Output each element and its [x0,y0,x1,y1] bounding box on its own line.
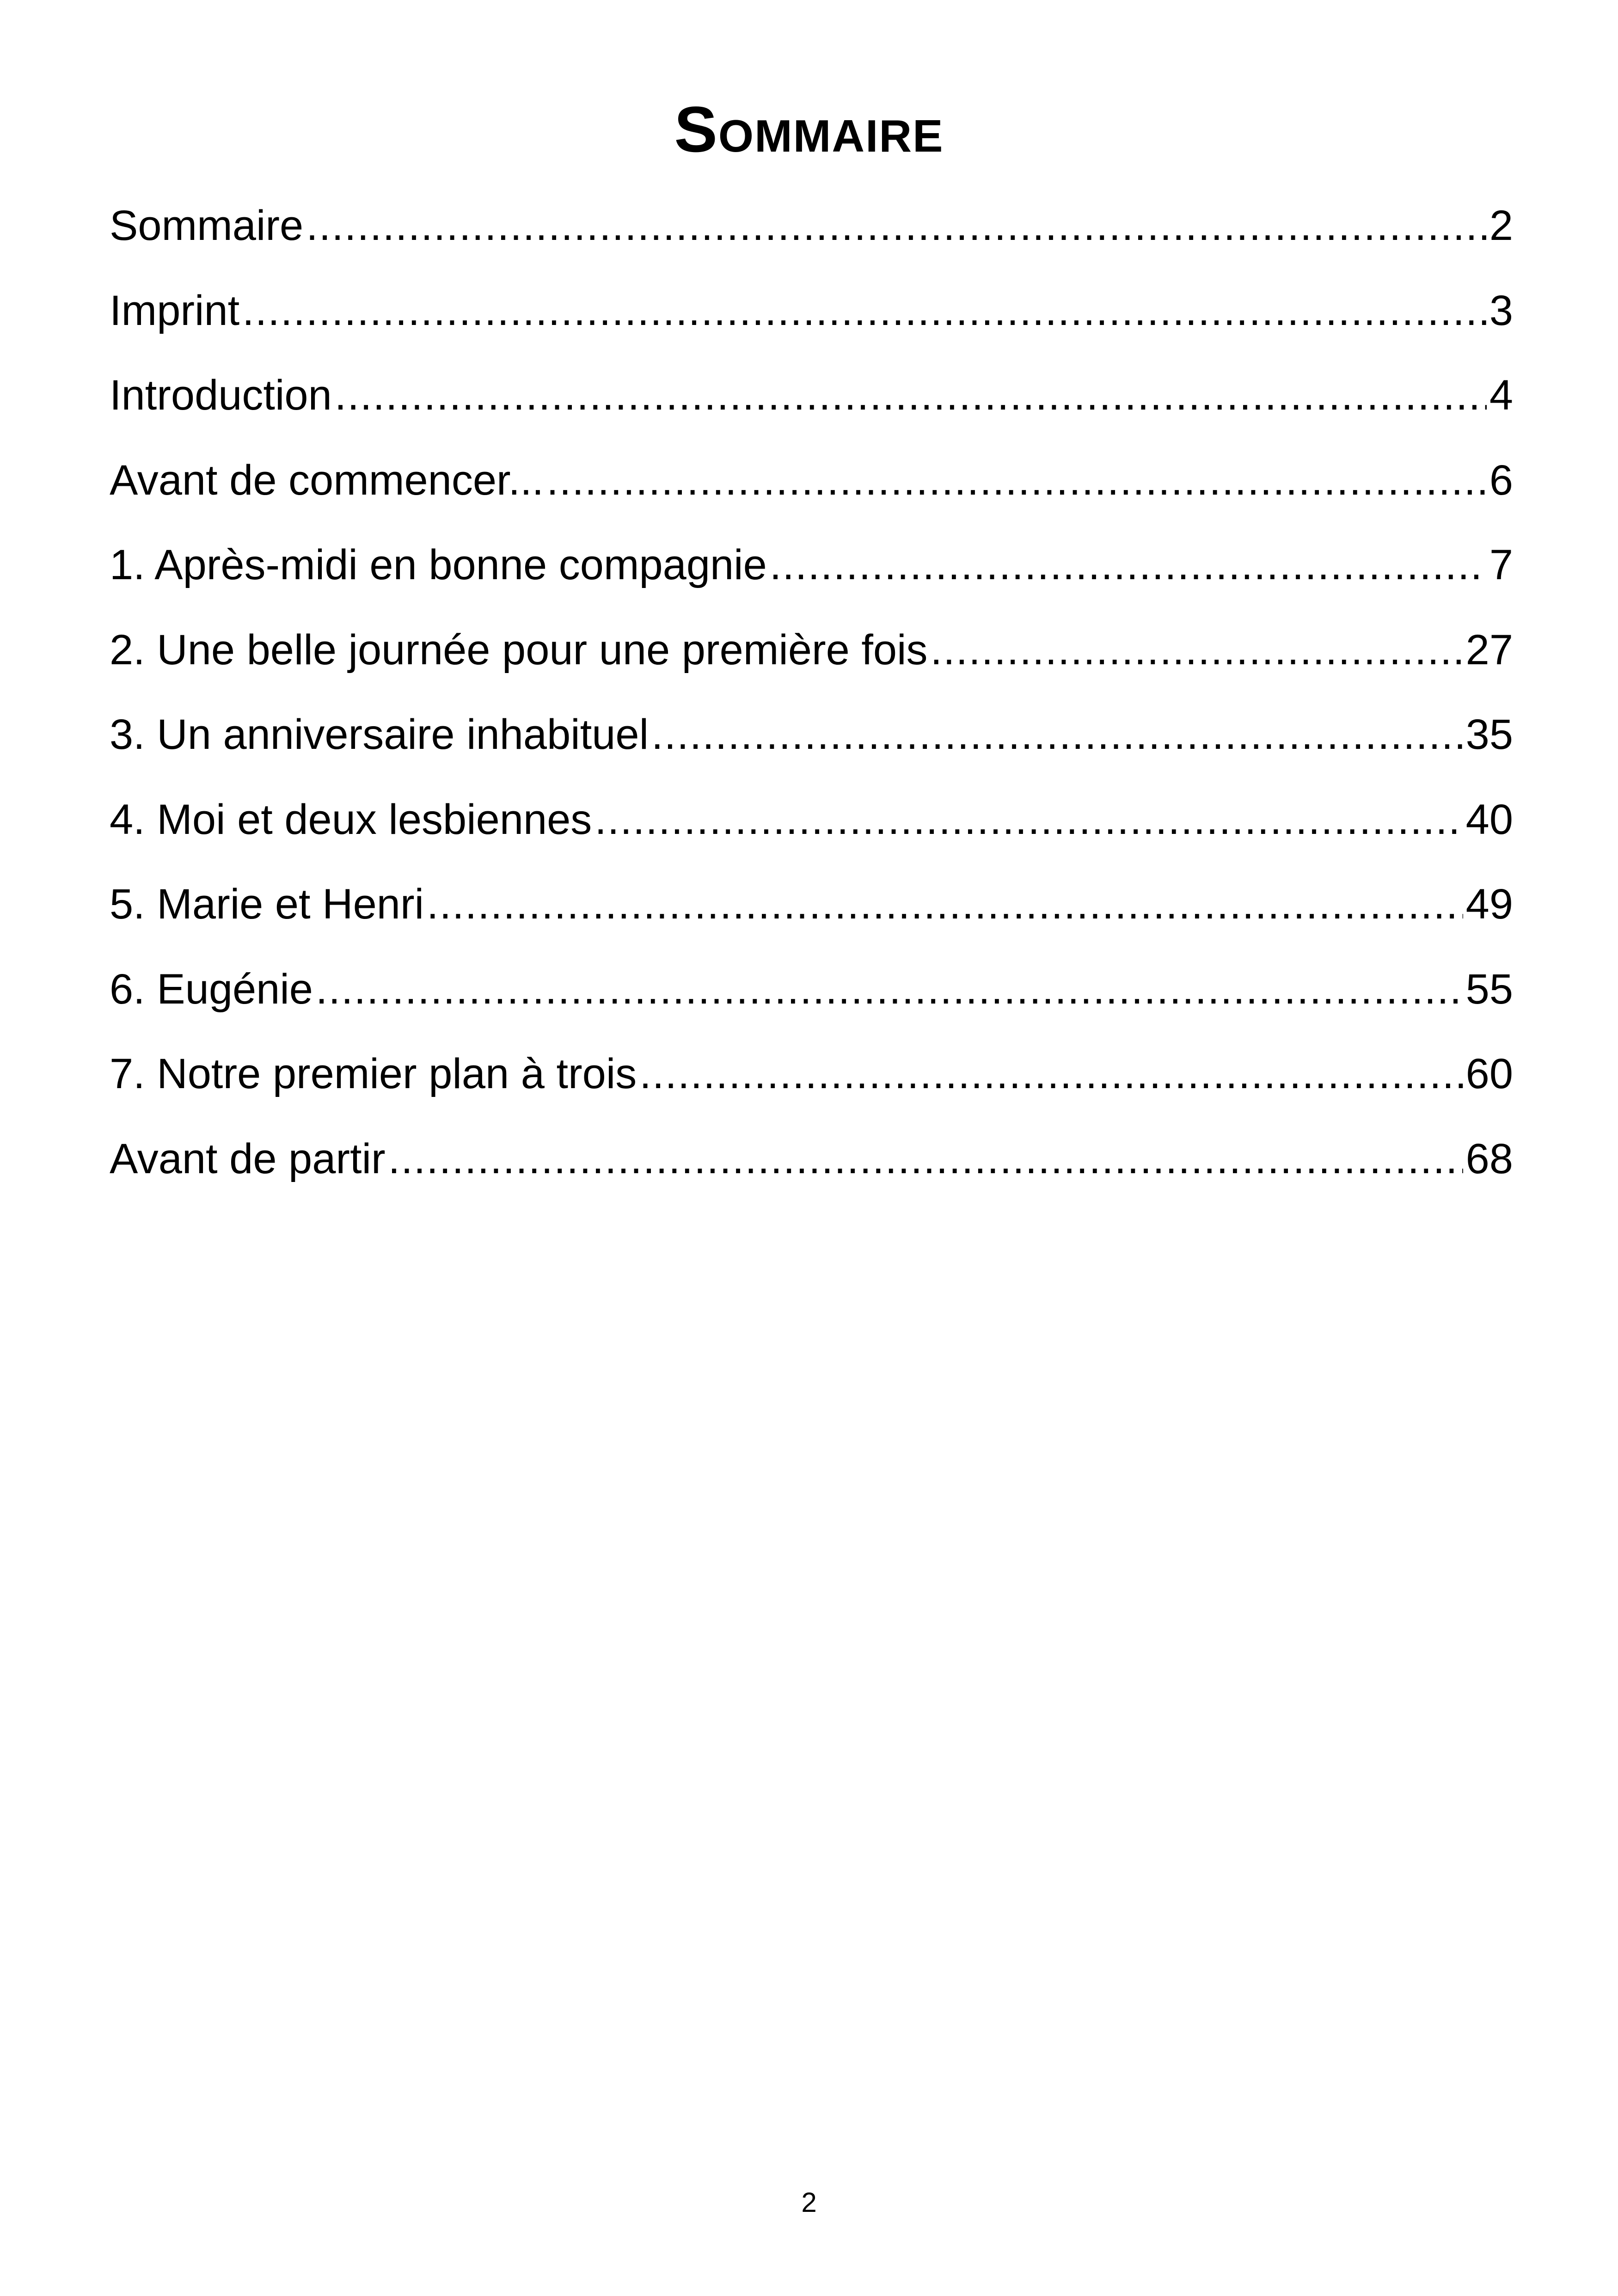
toc-entry-title: 4. Moi et deux lesbiennes [110,796,592,843]
toc-dot-leader [335,367,1487,423]
toc-dot-leader [546,453,1487,508]
toc-entry-title: 7. Notre premier plan à trois [110,1050,637,1097]
toc-entry-page: 40 [1465,796,1513,843]
toc-entry-title: 6. Eugénie [110,965,313,1013]
toc-entry-page: 27 [1465,626,1513,673]
toc-dot-leader [306,198,1487,253]
toc-entry-chapter-4[interactable] [110,792,1513,877]
toc-entry-chapter-3[interactable] [110,707,1513,792]
toc-entry-title: 3. Un anniversaire inhabituel [110,711,649,758]
toc-dot-leader [316,961,1463,1017]
toc-dot-leader [242,283,1487,338]
toc-entry-title: 1. Après-midi en bonne compagnie [110,541,767,588]
toc-entry-title: Introduction [110,372,332,419]
toc-entry-page: 6 [1489,456,1513,504]
toc-entry-chapter-6[interactable] [110,961,1513,1047]
toc-entry-chapter-1[interactable] [110,537,1513,622]
toc-entry-title: Imprint [110,287,240,334]
toc-entry-title: Avant de commencer... [110,456,544,504]
toc-entry-introduction[interactable] [110,367,1513,453]
toc-entry-page: 3 [1489,287,1513,334]
toc-entry-page: 2 [1489,202,1513,249]
toc-entry-sommaire[interactable] [110,198,1513,283]
toc-dot-leader [594,792,1463,847]
toc-entry-title: Sommaire [110,202,304,249]
table-of-contents [110,198,1513,1216]
toc-dot-leader [651,707,1463,762]
toc-entry-avant-de-partir[interactable] [110,1131,1513,1216]
toc-dot-leader [770,537,1487,593]
toc-dot-leader [639,1046,1463,1102]
toc-entry-chapter-7[interactable] [110,1046,1513,1131]
toc-entry-title: 5. Marie et Henri [110,881,424,928]
toc-dot-leader [931,622,1463,678]
toc-entry-imprint[interactable] [110,283,1513,368]
page-number: 2 [801,2187,817,2218]
toc-dot-leader [388,1131,1463,1187]
page-title: Sommaire [674,93,944,165]
toc-entry-chapter-5[interactable] [110,876,1513,961]
toc-entry-title: Avant de partir [110,1135,386,1182]
toc-entry-avant-de-commencer[interactable] [110,453,1513,538]
toc-entry-page: 4 [1489,372,1513,419]
toc-entry-page: 49 [1465,881,1513,928]
toc-dot-leader [427,876,1463,932]
toc-entry-page: 35 [1465,711,1513,758]
toc-entry-page: 68 [1465,1135,1513,1182]
toc-entry-title: 2. Une belle journée pour une première fois [110,626,928,673]
toc-entry-page: 7 [1489,541,1513,588]
toc-entry-page: 60 [1465,1050,1513,1097]
toc-entry-chapter-2[interactable] [110,622,1513,707]
toc-entry-page: 55 [1465,965,1513,1013]
